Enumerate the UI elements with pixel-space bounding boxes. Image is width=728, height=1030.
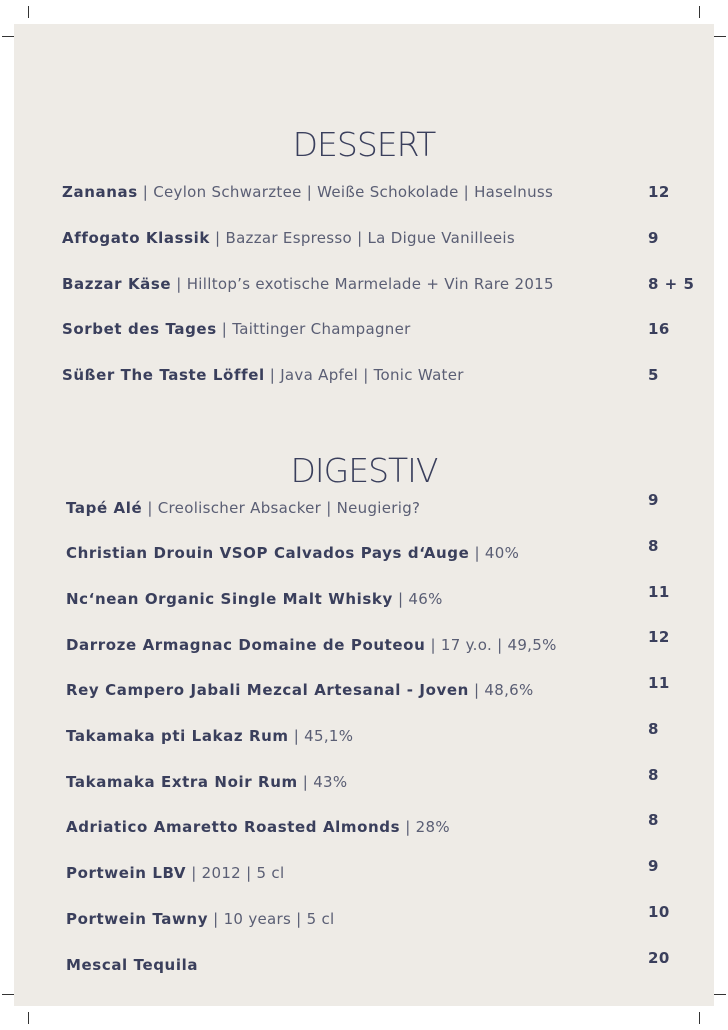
item-name: Adriatico Amaretto Roasted Almonds xyxy=(66,818,401,836)
digestiv-item xyxy=(66,775,347,790)
item-name: Takamaka Extra Noir Rum xyxy=(66,773,298,791)
item-name: Zananas xyxy=(62,183,138,201)
item-description: | 43% xyxy=(297,773,348,791)
item-price: 10 xyxy=(648,903,670,921)
crop-mark xyxy=(699,6,700,18)
item-name: Affogato Klassik xyxy=(62,229,210,247)
dessert-item xyxy=(62,185,553,200)
item-description: | Creolischer Absacker | Neugierig? xyxy=(142,499,421,517)
item-name: Tapé Alé xyxy=(66,499,143,517)
item-description: | 46% xyxy=(392,590,443,608)
item-name: Portwein Tawny xyxy=(66,910,209,928)
item-name: Mescal Tequila xyxy=(66,956,199,974)
item-name: Takamaka pti Lakaz Rum xyxy=(66,727,289,745)
digestiv-item xyxy=(66,912,335,927)
crop-mark xyxy=(2,994,14,995)
item-description: | Bazzar Espresso | La Digue Vanilleeis xyxy=(209,229,516,247)
item-price: 20 xyxy=(648,949,670,967)
item-description: | 45,1% xyxy=(288,727,354,745)
item-price: 12 xyxy=(648,628,670,646)
item-name: Nc‘nean Organic Single Malt Whisky xyxy=(66,590,393,608)
dessert-item xyxy=(62,231,515,246)
digestiv-item xyxy=(66,820,450,835)
digestiv-item xyxy=(66,546,519,561)
item-name: Rey Campero Jabali Mezcal Artesanal - Joven xyxy=(66,681,469,699)
item-price: 5 xyxy=(648,366,659,384)
dessert-item xyxy=(62,277,554,292)
item-price: 8 + 5 xyxy=(648,275,695,293)
crop-mark xyxy=(2,36,14,37)
item-description: | Hilltop’s exotische Marmelade + Vin Rare 2015 xyxy=(171,275,554,293)
dessert-item xyxy=(62,368,464,383)
item-price: 8 xyxy=(648,766,659,784)
digestiv-item xyxy=(66,958,198,973)
item-description: | 28% xyxy=(400,818,450,836)
item-name: Süßer The Taste Löffel xyxy=(62,366,265,384)
digestiv-item xyxy=(66,729,353,744)
digestiv-item xyxy=(66,592,443,607)
item-price: 8 xyxy=(648,811,659,829)
digestiv-title: DIGESTIV xyxy=(290,451,438,490)
digestiv-item xyxy=(66,866,284,881)
item-description: | 10 years | 5 cl xyxy=(208,910,335,928)
crop-mark xyxy=(699,1012,700,1024)
crop-mark xyxy=(714,994,726,995)
item-price: 9 xyxy=(648,229,659,247)
item-description: | Ceylon Schwarztee | Weiße Schokolade | Haselnuss xyxy=(137,183,554,201)
item-price: 9 xyxy=(648,491,659,509)
item-price: 12 xyxy=(648,183,670,201)
item-description: | 17 y.o. | 49,5% xyxy=(425,636,557,654)
item-price: 16 xyxy=(648,320,670,338)
crop-mark xyxy=(28,1012,29,1024)
item-description: | 48,6% xyxy=(468,681,534,699)
item-name: Bazzar Käse xyxy=(62,275,172,293)
item-price: 8 xyxy=(648,537,659,555)
digestiv-item xyxy=(66,501,420,516)
item-name: Sorbet des Tages xyxy=(62,320,217,338)
item-price: 8 xyxy=(648,720,659,738)
item-description: | Java Apfel | Tonic Water xyxy=(264,366,464,384)
item-price: 11 xyxy=(648,674,670,692)
item-name: Christian Drouin VSOP Calvados Pays d‘Auge xyxy=(66,544,470,562)
item-price: 11 xyxy=(648,583,670,601)
item-description: | 40% xyxy=(469,544,520,562)
item-name: Darroze Armagnac Domaine de Pouteou xyxy=(66,636,426,654)
item-description: | Taittinger Champagner xyxy=(216,320,411,338)
crop-mark xyxy=(714,36,726,37)
digestiv-item xyxy=(66,638,557,653)
item-price: 9 xyxy=(648,857,659,875)
crop-mark xyxy=(28,6,29,18)
item-name: Portwein LBV xyxy=(66,864,187,882)
dessert-item xyxy=(62,322,411,337)
digestiv-item xyxy=(66,683,534,698)
item-description: | 2012 | 5 cl xyxy=(186,864,285,882)
dessert-title: DESSERT xyxy=(292,125,436,164)
